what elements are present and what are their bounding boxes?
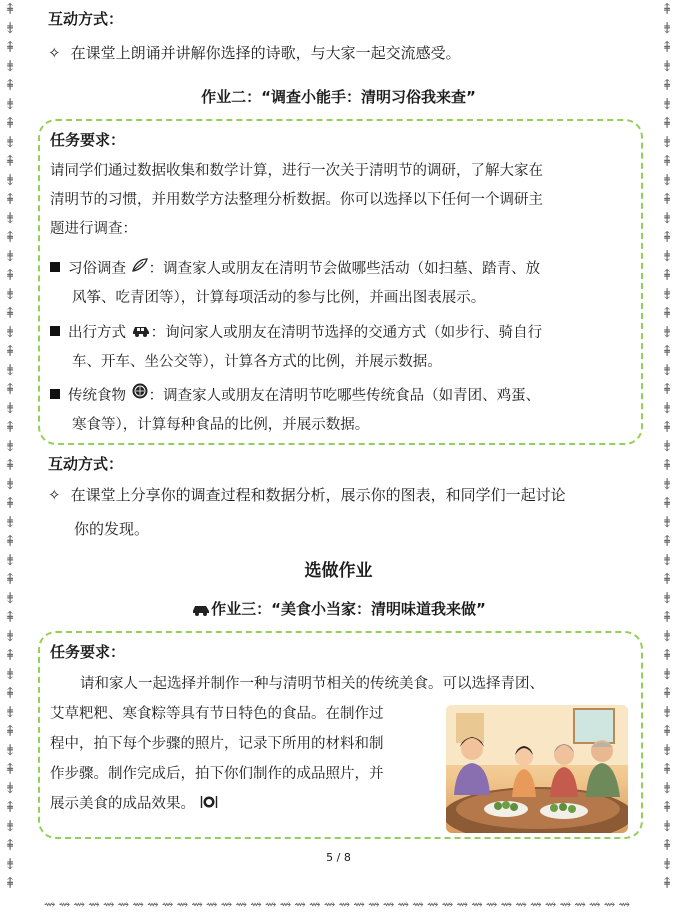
hw3-task-heading: 任务要求： bbox=[50, 643, 126, 661]
decorative-border-bottom: ⇝⇝⇝⇝⇝⇝⇝⇝⇝⇝⇝⇝⇝⇝⇝⇝⇝⇝⇝⇝⇝⇝⇝⇝⇝⇝⇝⇝⇝⇝⇝⇝⇝⇝⇝⇝⇝⇝⇝⇝ bbox=[43, 897, 634, 913]
decorative-border-left: ⇞ ⇟ ⇞ ⇟ ⇞ ⇟ ⇞ ⇟ ⇞ ⇟ ⇞ ⇟ ⇞ ⇟ ⇞ ⇟ ⇞ ⇟ ⇞ ⇟ ⇞ ⇟ ⇞ ⇟ ⇞ ⇟ ⇞ ⇟ ⇞ ⇟ ⇞ ⇟ ⇞ ⇟ ⇞ ⇟ ⇞ ⇟ ⇞ ⇟ ⇞ ⇟ ⇞ ⇟ ⇞ ⇟ ⇞ bbox=[3, 0, 17, 892]
hw3-title: 作业三：“美食小当家：清明味道我来做” bbox=[0, 598, 677, 620]
car-icon bbox=[191, 602, 211, 620]
hw2-task-box bbox=[38, 119, 643, 445]
plate-cutlery-icon bbox=[200, 791, 218, 821]
hw2-interaction-item: ✧ 在课堂上分享你的调查过程和数据分析，展示你的图表，和同学们一起讨论 你的发现。 bbox=[48, 478, 566, 546]
family-cooking-illustration bbox=[446, 705, 628, 833]
optional-heading: 选做作业 bbox=[304, 561, 373, 581]
hw2-item-food: 传统食物 ：调查家人或朋友在清明节吃哪些传统食品（如青团、鸡蛋、 寒食等），计算每种食品的比例，并展示数据。 bbox=[50, 382, 635, 440]
interaction-heading: 互动方式： bbox=[48, 10, 124, 28]
page-number: 5 / 8 bbox=[326, 851, 351, 864]
hw2-interaction-heading: 互动方式： bbox=[48, 455, 124, 473]
diamond-bullet-icon: ✧ bbox=[48, 486, 61, 504]
square-bullet-icon bbox=[50, 389, 60, 399]
hw2-intro: 请同学们通过数据收集和数学计算，进行一次关于清明节的调研，了解大家在 清明节的习惯，并用数学方法整理分析数据。你可以选择以下任何一个调研主 题进行调查： bbox=[50, 163, 543, 237]
square-bullet-icon bbox=[50, 262, 60, 272]
hw3-body: 请和家人一起选择并制作一种与清明节相关的传统美食。可以选择青团、 艾草粑粑、寒食粽等具有节日特色的食品。在制作过 程中，拍下每个步骤的照片，记录下所用的材料和制 作步骤。制作完成后，拍下你们制作的成品照片，并 展示美食的成品效果。 bbox=[50, 669, 640, 821]
car-icon bbox=[131, 319, 151, 348]
decorative-border-right: ⇞ ⇟ ⇞ ⇟ ⇞ ⇟ ⇞ ⇟ ⇞ ⇟ ⇞ ⇟ ⇞ ⇟ ⇞ ⇟ ⇞ ⇟ ⇞ ⇟ ⇞ ⇟ ⇞ ⇟ ⇞ ⇟ ⇞ ⇟ ⇞ ⇟ ⇞ ⇟ ⇞ ⇟ ⇞ ⇟ ⇞ ⇟ ⇞ ⇟ ⇞ ⇟ ⇞ ⇟ ⇞ ⇟ ⇞ bbox=[660, 0, 674, 892]
hw2-title: 作业二：“调查小能手：清明习俗我来查” bbox=[201, 88, 476, 106]
hw2-task-heading: 任务要求： bbox=[50, 131, 126, 149]
hw2-item-customs: 习俗调查 ：调查家人或朋友在清明节会做哪些活动（如扫墓、踏青、放 风筝、吃青团等），计算每项活动的参与比例，并画出图表展示。 bbox=[50, 255, 635, 313]
hw2-item-travel: 出行方式 ：询问家人或朋友在清明节选择的交通方式（如步行、骑自行 车、开车、坐公交等），计算各方式的比例，并展示数据。 bbox=[50, 319, 635, 377]
food-icon bbox=[131, 382, 149, 411]
square-bullet-icon bbox=[50, 326, 60, 336]
leaf-icon bbox=[131, 255, 149, 284]
diamond-bullet-icon: ✧ bbox=[48, 44, 61, 62]
interaction-item: ✧ 在课堂上朗诵并讲解你选择的诗歌，与大家一起交流感受。 bbox=[48, 36, 461, 70]
